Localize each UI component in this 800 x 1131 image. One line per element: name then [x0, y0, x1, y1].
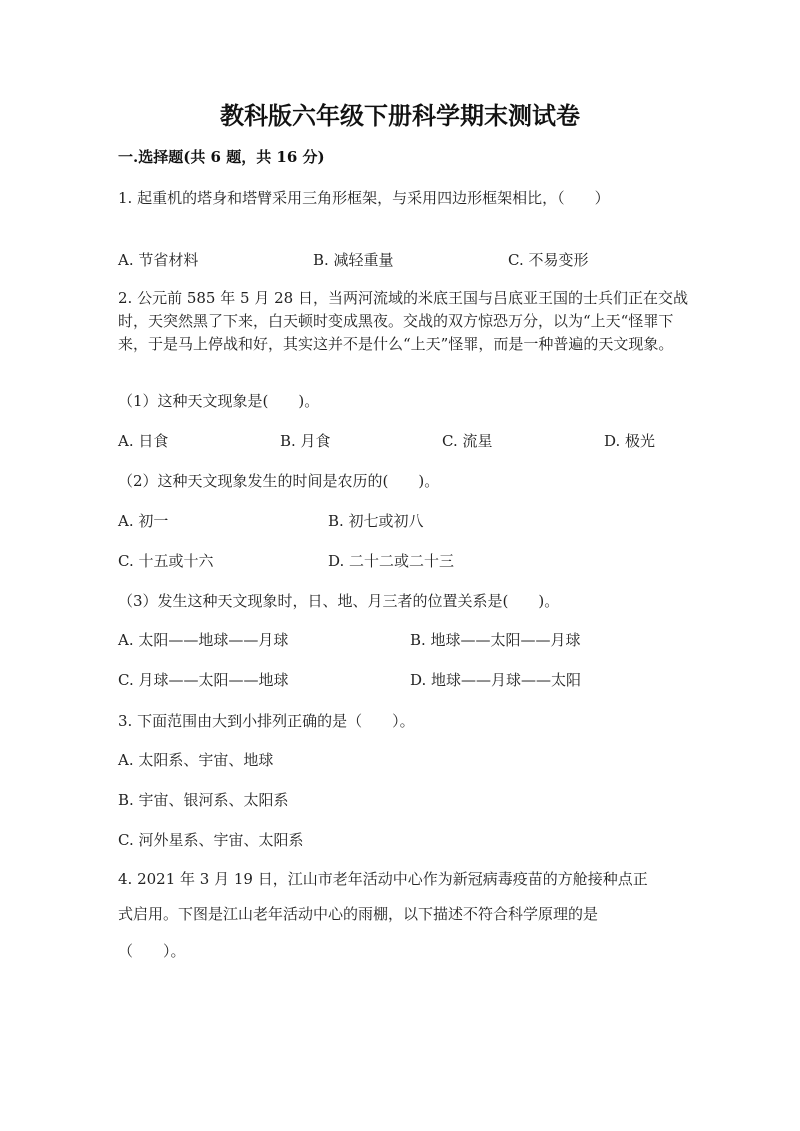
q2-sub2-option-b: B. 初七或初八 [328, 512, 424, 530]
q2-sub2-option-d: D. 二十二或二十三 [328, 552, 455, 570]
question-4-line-3: （ ）。 [118, 942, 186, 960]
q2-sub3-option-c: C. 月球——太阳——地球 [118, 671, 289, 689]
q3-option-a: A. 太阳系、宇宙、地球 [118, 751, 274, 769]
q2-sub1-option-c: C. 流星 [442, 432, 493, 450]
question-2-stem: 2. 公元前 585 年 5 月 28 日，当两河流域的米底王国与吕底亚王国的士兵们正在交战时，天突然黑了下来，白天顿时变成黑夜。交战的双方惊恐万分，以为“上天“怪罪下来，于是马上停战和好，其实这并不是什么“上天”怪罪，而是一种普遍的天文现象。 [118, 289, 688, 353]
question-3-stem: 3. 下面范围由大到小排列正确的是（ ）。 [118, 712, 415, 730]
question-4-line-2: 式启用。下图是江山老年活动中心的雨棚，以下描述不符合科学原理的是 [118, 905, 599, 923]
q2-sub3-option-d: D. 地球——月球——太阳 [410, 671, 582, 689]
q2-sub2-stem: （2）这种天文现象发生的时间是农历的( )。 [118, 472, 440, 490]
q2-sub1-option-a: A. 日食 [118, 432, 169, 450]
q2-sub1-option-b: B. 月食 [280, 432, 331, 450]
section-heading: 一.选择题(共 6 题，共 16 分) [118, 148, 325, 166]
page-title: 教科版六年级下册科学期末测试卷 [220, 101, 580, 130]
question-4-line-1: 4. 2021 年 3 月 19 日，江山市老年活动中心作为新冠病毒疫苗的方舱接种点正 [118, 870, 648, 888]
q2-sub3-option-b: B. 地球——太阳——月球 [410, 631, 581, 649]
question-1-stem: 1. 起重机的塔身和塔臂采用三角形框架，与采用四边形框架相比，（ ） [118, 189, 610, 207]
q2-sub3-stem: （3）发生这种天文现象时，日、地、月三者的位置关系是( )。 [118, 592, 560, 610]
q3-option-b: B. 宇宙、银河系、太阳系 [118, 791, 289, 809]
q2-sub2-option-a: A. 初一 [118, 512, 169, 530]
q2-sub3-option-a: A. 太阳——地球——月球 [118, 631, 289, 649]
q1-option-b: B. 减轻重量 [313, 251, 394, 269]
q3-option-c: C. 河外星系、宇宙、太阳系 [118, 831, 304, 849]
q2-sub1-stem: （1）这种天文现象是( )。 [118, 392, 320, 410]
q2-sub1-option-d: D. 极光 [604, 432, 656, 450]
q1-option-c: C. 不易变形 [508, 251, 589, 269]
q2-sub2-option-c: C. 十五或十六 [118, 552, 214, 570]
q1-option-a: A. 节省材料 [118, 251, 199, 269]
